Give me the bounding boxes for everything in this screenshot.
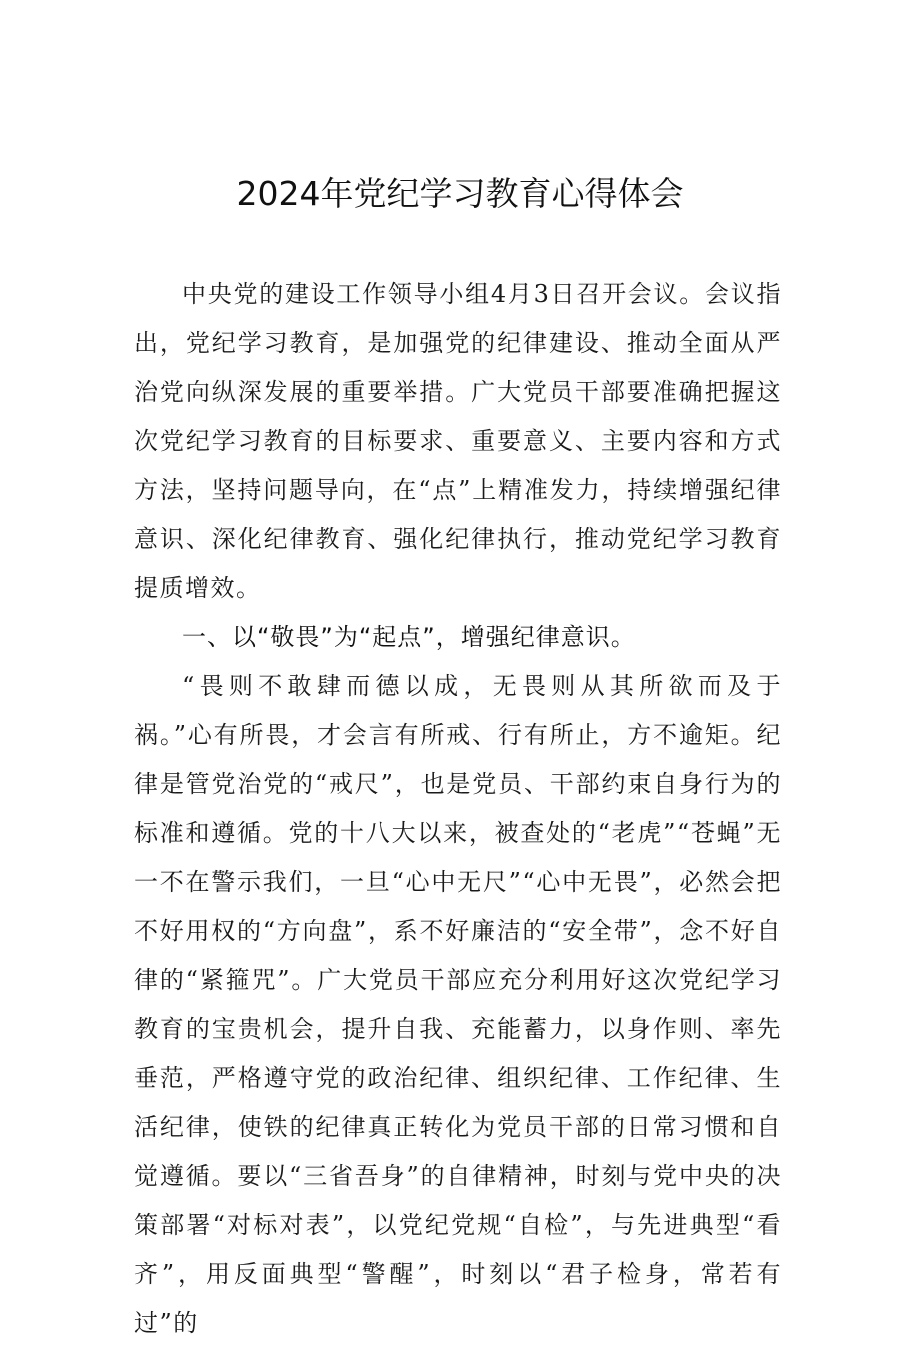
intro-paragraph: 中央党的建设工作领导小组4月3日召开会议。会议指出，党纪学习教育，是加强党的纪律建设、推动全面从严治党向纵深发展的重要举措。广大党员干部要准确把握这次党纪学习教育的目标要求、重要意义、主要内容和方式方法，坚持问题导向，在“点”上精准发力，持续增强纪律意识、深化纪律教育、强化纪律执行，推动党纪学习教育提质增效。 bbox=[134, 280, 782, 602]
section-1-paragraph: “畏则不敢肆而德以成，无畏则从其所欲而及于祸。”心有所畏，才会言有所戒、行有所止，方不逾矩。纪律是管党治党的“戒尺”，也是党员、干部约束自身行为的标准和遵循。党的十八大以来，被查处的“老虎”“苍蝇”无一不在警示我们，一旦“心中无尺”“心中无畏”，必然会把不好用权的“方向盘”，系不好廉洁的“安全带”，念不好自律的“紧箍咒”。广大党员干部应充分利用好这次党纪学习教育的宝贵机会，提升自我、充能蓄力，以身作则、率先垂范，严格遵守党的政治纪律、组织纪律、工作纪律、生活纪律，使铁的纪律真正转化为党员干部的日常习惯和自觉遵循。要以“三省吾身”的自律精神，时刻与党中央的决策部署“对标对表”，以党纪党规“自检”，与先进典型“看齐”，用反面典型“警醒”，时刻以“君子检身，常若有过”的 bbox=[134, 672, 782, 1337]
section-1-heading: 一、以“敬畏”为“起点”，增强纪律意识。 bbox=[182, 623, 636, 651]
document-body bbox=[134, 270, 782, 1348]
document-title: 2024年党纪学习教育心得体会 bbox=[236, 174, 684, 213]
